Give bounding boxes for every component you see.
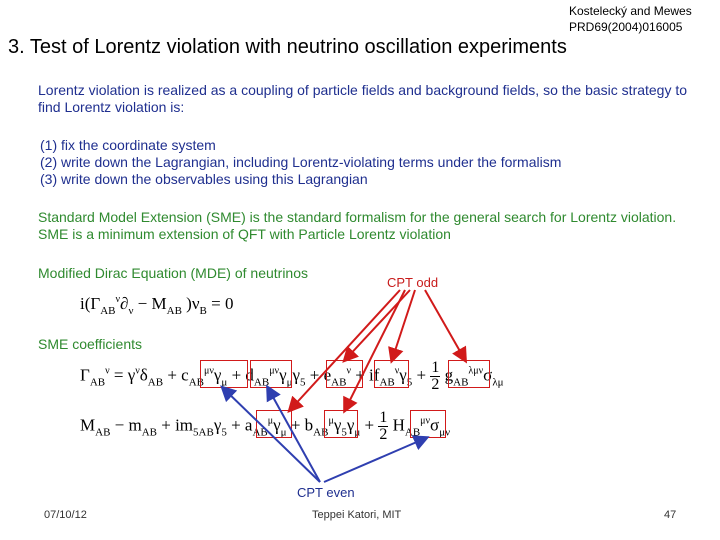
cpt-odd-arrows	[290, 290, 465, 410]
sme-paragraph: Standard Model Extension (SME) is the standard formalism for the general search for Lorentz violation. SME is a minimum extension of QFT with Particle Lorentz violation	[38, 209, 677, 242]
cpt-even-arrows	[223, 388, 426, 482]
step-3: (3) write down the observables using this Lagrangian	[40, 171, 368, 187]
mde-label: Modified Dirac Equation (MDE) of neutrinos	[38, 265, 309, 281]
reference-authors: Kostelecký and Mewes	[569, 4, 692, 18]
intro-paragraph: Lorentz violation is realized as a coupling of particle fields and background fields, so the basic strategy to find Lorentz violation is:	[38, 82, 688, 115]
cpt-even-label: CPT even	[297, 485, 355, 500]
mass-equation: $M_{AB} - m_{AB} + im_{5AB}\gamma_5 + a_{AB}^\mu\gamma_\mu + b_{AB}^\mu\gamma_5\gamma_\mu$ + $\frac{1}{2}$ $H_{AB}^{\mu\nu}\sigma_{\mu\nu}$	[80, 409, 451, 443]
page-number: 47	[664, 509, 677, 521]
gamma-equation: $\Gamma_{AB}^\nu = \gamma^\nu\delta_{AB} + c_{AB}^{\mu\nu}\gamma_\mu + d_{AB}^{\mu\nu}\gamma_\mu\gamma_5 + e_{AB}^\nu + if_{AB}^\nu\gamma_5$ + $\frac{1}{2}$ $g_{AB}^{\lambda\mu\nu}\sigma_{\lambda\mu}$	[80, 359, 504, 393]
footer-date: 07/10/12	[44, 509, 87, 521]
mde-equation: $i(\Gamma_{AB}^\nu\partial_\nu - M_{AB}$ )$\nu_B = 0$	[80, 294, 234, 317]
reference-journal: PRD69(2004)016005	[569, 20, 683, 34]
step-2: (2) write down the Lagrangian, including Lorentz-violating terms under the formalism	[40, 154, 562, 170]
footer-author: Teppei Katori, MIT	[312, 509, 402, 521]
slide-title: 3. Test of Lorentz violation with neutrino oscillation experiments	[8, 36, 567, 58]
step-1: (1) fix the coordinate system	[40, 137, 216, 153]
cpt-odd-label: CPT odd	[387, 275, 439, 290]
sme-coefficients-label: SME coefficients	[38, 336, 143, 352]
